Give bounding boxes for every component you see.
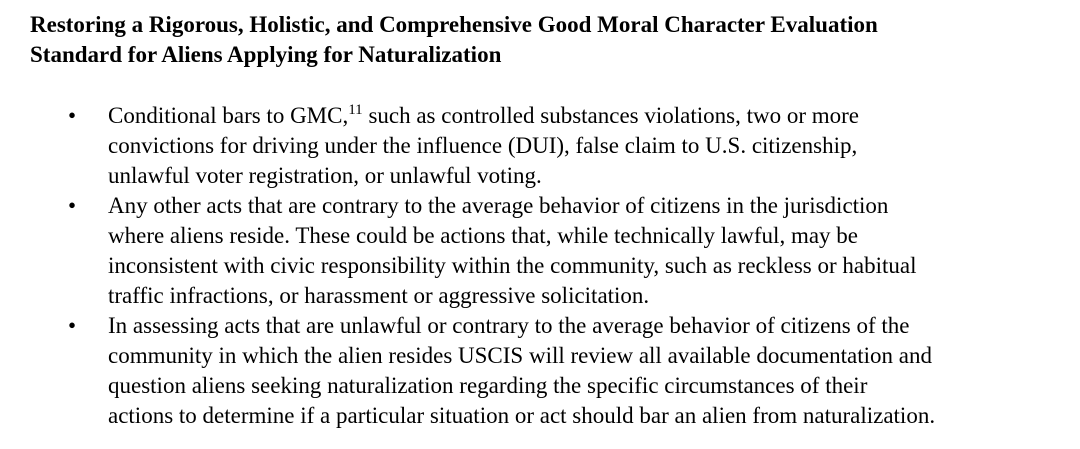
bullet-icon: • <box>68 313 77 338</box>
text-segment: Conditional bars to GMC, <box>108 103 349 128</box>
text-segment: such as controlled substances violations, two or more <box>362 103 860 128</box>
text-line: convictions for driving under the influence (DUI), false claim to U.S. citizenship, <box>108 133 858 158</box>
heading-line: Restoring a Rigorous, Holistic, and Comprehensive Good Moral Character Evaluation <box>30 12 878 37</box>
section-heading <box>30 10 1070 70</box>
list-item <box>30 191 1070 311</box>
footnote-reference: 11 <box>348 102 363 118</box>
text-line: community in which the alien resides USCIS will review all available documentation and <box>108 343 932 368</box>
text-line: In assessing acts that are unlawful or contrary to the average behavior of citizens of the <box>108 313 910 338</box>
text-line: Any other acts that are contrary to the average behavior of citizens in the jurisdiction <box>108 193 889 218</box>
text-line: traffic infractions, or harassment or aggressive solicitation. <box>108 283 650 308</box>
bullet-icon: • <box>68 193 77 218</box>
text-line: unlawful voter registration, or unlawful voting. <box>108 163 542 188</box>
text-line: actions to determine if a particular situation or act should bar an alien from naturalization. <box>108 403 936 428</box>
text-line: where aliens reside. These could be actions that, while technically lawful, may be <box>108 223 859 248</box>
bullet-icon: • <box>68 103 77 128</box>
text-line: question aliens seeking naturalization regarding the specific circumstances of their <box>108 373 868 398</box>
document-page <box>30 10 1070 431</box>
text-line: inconsistent with civic responsibility within the community, such as reckless or habitual <box>108 253 917 278</box>
list-item <box>30 311 1070 431</box>
bullet-list <box>30 101 1070 431</box>
list-item <box>30 101 1070 191</box>
text-line <box>108 101 1070 131</box>
heading-line: Standard for Aliens Applying for Naturalization <box>30 42 502 67</box>
